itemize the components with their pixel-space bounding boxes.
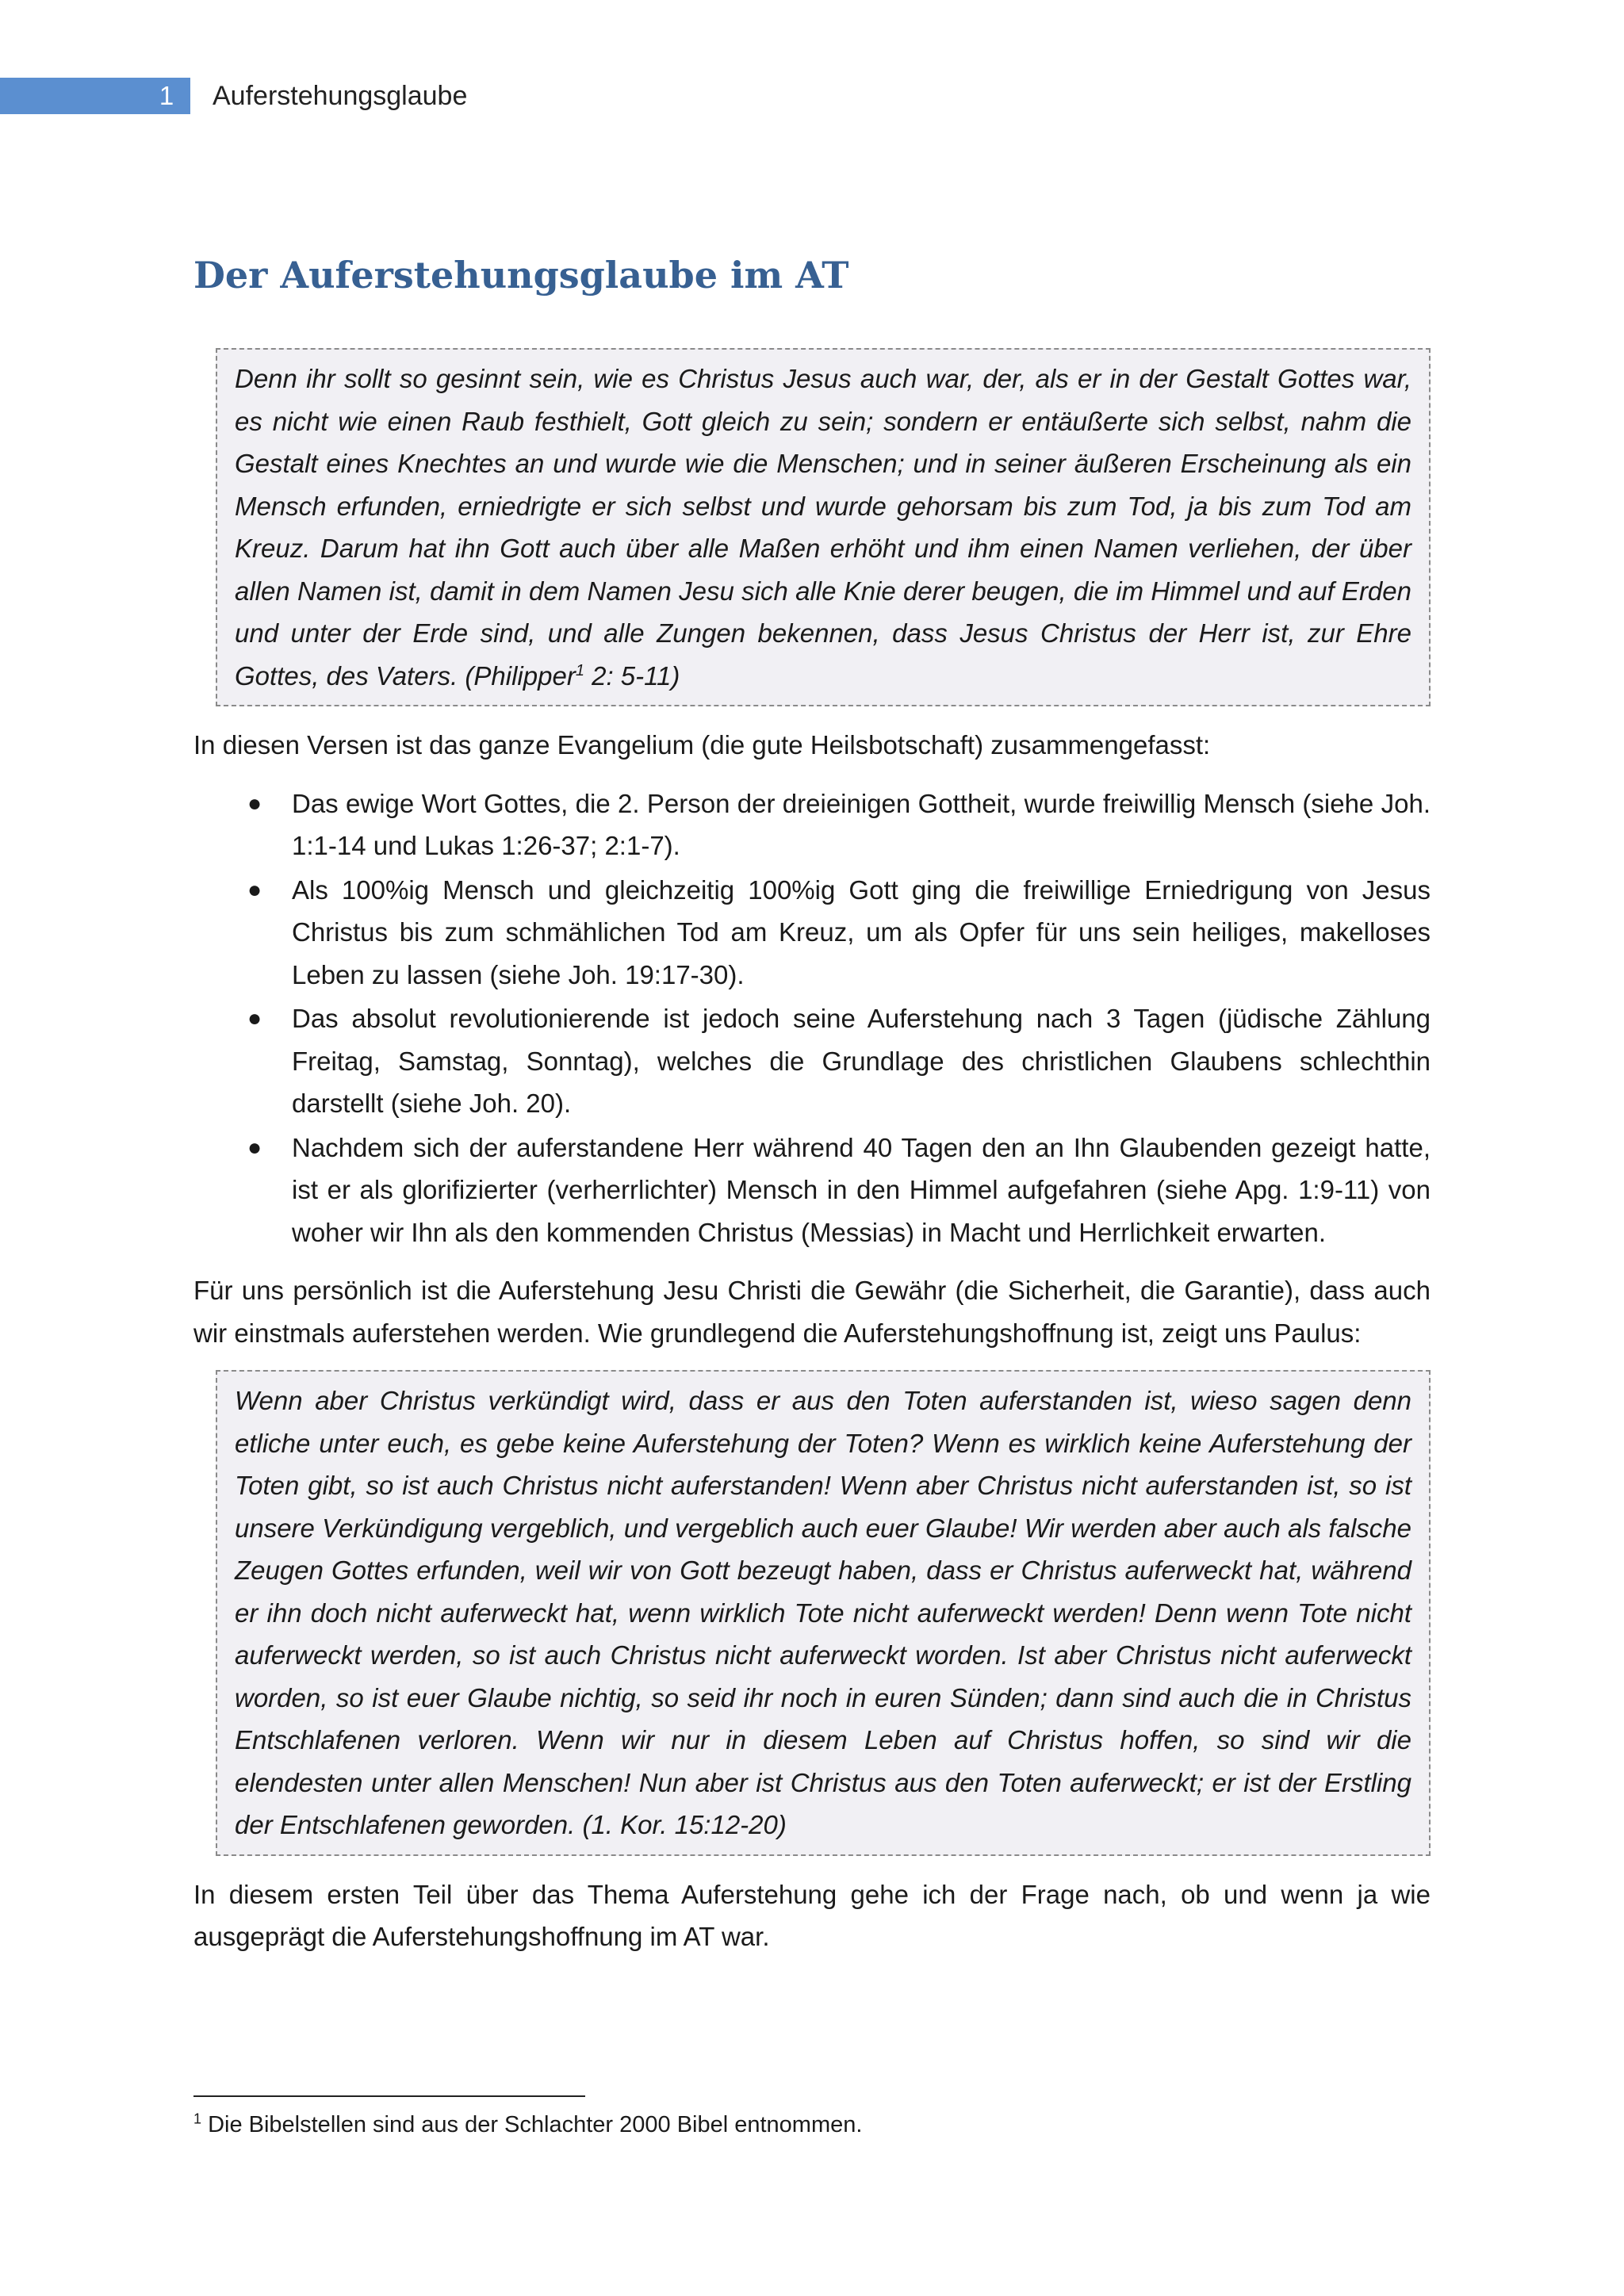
running-header-title: Auferstehungsglaube [213, 81, 468, 111]
scripture-quote-philippians [216, 348, 1431, 706]
intro-paragraph: In diesen Versen ist das ganze Evangelium (die gute Heilsbotschaft) zusammengefasst: [193, 730, 1211, 760]
list-item [193, 869, 1431, 997]
gospel-summary-list [193, 783, 1431, 1254]
list-item-text: Das ewige Wort Gottes, die 2. Person der dreieinigen Gottheit, wurde freiwillig Mensch (siehe Joh. 1:1-14 und Lukas 1:26-37; 2:1-7). [292, 788, 1431, 861]
bullet-icon: ● [247, 1134, 262, 1161]
bullet-icon: ● [247, 1005, 262, 1032]
list-item-text: Das absolut revolutionierende ist jedoch seine Auferstehung nach 3 Tagen (jüdische Zählung Freitag, Samstag, Sonntag), welches die Grundlage des christlichen Glaubens schlechthin darstellt (siehe Joh. 20). [292, 1004, 1431, 1119]
list-item [193, 1127, 1431, 1254]
footnote-text: Die Bibelstellen sind aus der Schlachter 2000 Bibel entnommen. [201, 2112, 863, 2137]
page-number: 1 [159, 81, 174, 110]
list-item [193, 997, 1431, 1125]
footnote-reference[interactable]: 1 [575, 661, 584, 679]
list-item-text: Nachdem sich der auferstandene Herr während 40 Tagen den an Ihn Glaubenden gezeigt hatte, ist er als glorifizierter (verherrlichter) Mensch in den Himmel aufgefahren (siehe Apg. 1:9-11) von woher wir Ihn als den kommenden Christus (Messias) in Macht und Herrlichkeit erwarten. [292, 1132, 1431, 1247]
list-item-text: Als 100%ig Mensch und gleichzeitig 100%ig Gott ging die freiwillige Erniedrigung von Jesus Christus bis zum schmählichen Tod am Kreuz, um als Opfer für uns sein heiliges, makelloses Leben zu lassen (siehe Joh. 19:17-30). [292, 874, 1431, 989]
footnote-number: 1 [193, 2110, 202, 2127]
document-body [193, 254, 1431, 1974]
closing-paragraph: In diesem ersten Teil über das Thema Auferstehung gehe ich der Frage nach, ob und wenn ja wie ausgeprägt die Auferstehungshoffnung im AT war. [193, 1879, 1431, 1952]
quote-reference: 2: 5-11) [584, 660, 680, 691]
quote-text: Denn ihr sollt so gesinnt sein, wie es Christus Jesus auch war, der, als er in der Gestalt Gottes war, es nicht wie einen Raub festhielt, Gott gleich zu sein; sondern er entäußerte sich selbst, nahm die Gestalt eines Knechtes an und wurde wie die Menschen; und in seiner äußeren Erscheinung als ein Mensch erfunden, erniedrigte er sich selbst und wurde gehorsam bis zum Tod, ja bis zum Tod am Kreuz. Darum hat ihn Gott auch über alle Maßen erhöht und ihm einen Namen verliehen, der über allen Namen ist, damit in dem Namen Jesu sich alle Knie derer beugen, die im Himmel und auf Erden und unter der Erde sind, und alle Zungen bekennen, dass Jesus Christus der Herr ist, zur Ehre Gottes, des Vaters. (Philipper [235, 364, 1411, 691]
bullet-icon: ● [247, 790, 262, 817]
quote-text: Wenn aber Christus verkündigt wird, dass er aus den Toten auferstanden ist, wieso sagen denn etliche unter euch, es gebe keine Auferstehung der Toten? Wenn es wirklich keine Auferstehung der Toten gibt, so ist auch Christus nicht auferstanden! Wenn aber Christus nicht auferstanden ist, so ist unsere Verkündigung vergeblich, und vergeblich auch euer Glaube! Wir werden aber auch als falsche Zeugen Gottes erfunden, weil wir von Gott bezeugt haben, dass er Christus auferweckt hat, während er ihn doch nicht auferweckt hat, wenn wirklich Tote nicht auferweckt werden! Denn wenn Tote nicht auferweckt werden, so ist auch Christus nicht auferweckt worden. Ist aber Christus nicht auferweckt worden, so ist euer Glaube nichtig, so seid ihr noch in euren Sünden; dann sind auch die in Christus Entschlafenen verloren. Wenn wir nur in diesem Leben auf Christus hoffen, so sind wir die elendesten unter allen Menschen! Nun aber ist Christus aus den Toten auferweckt; er ist der Erstling der Entschlafenen geworden. (1. Kor. 15:12-20) [235, 1386, 1411, 1840]
scripture-quote-corinthians [216, 1370, 1431, 1856]
footnote-separator [193, 2095, 585, 2097]
list-item [193, 783, 1431, 867]
resurrection-guarantee-paragraph: Für uns persönlich ist die Auferstehung Jesu Christi die Gewähr (die Sicherheit, die Garantie), dass auch wir einstmals auferstehen werden. Wie grundlegend die Auferstehungshoffnung ist, zeigt uns Paulus: [193, 1276, 1431, 1348]
bullet-icon: ● [247, 876, 262, 903]
footnote [193, 2107, 862, 2142]
document-title: Der Auferstehungsglaube im AT [193, 254, 849, 297]
